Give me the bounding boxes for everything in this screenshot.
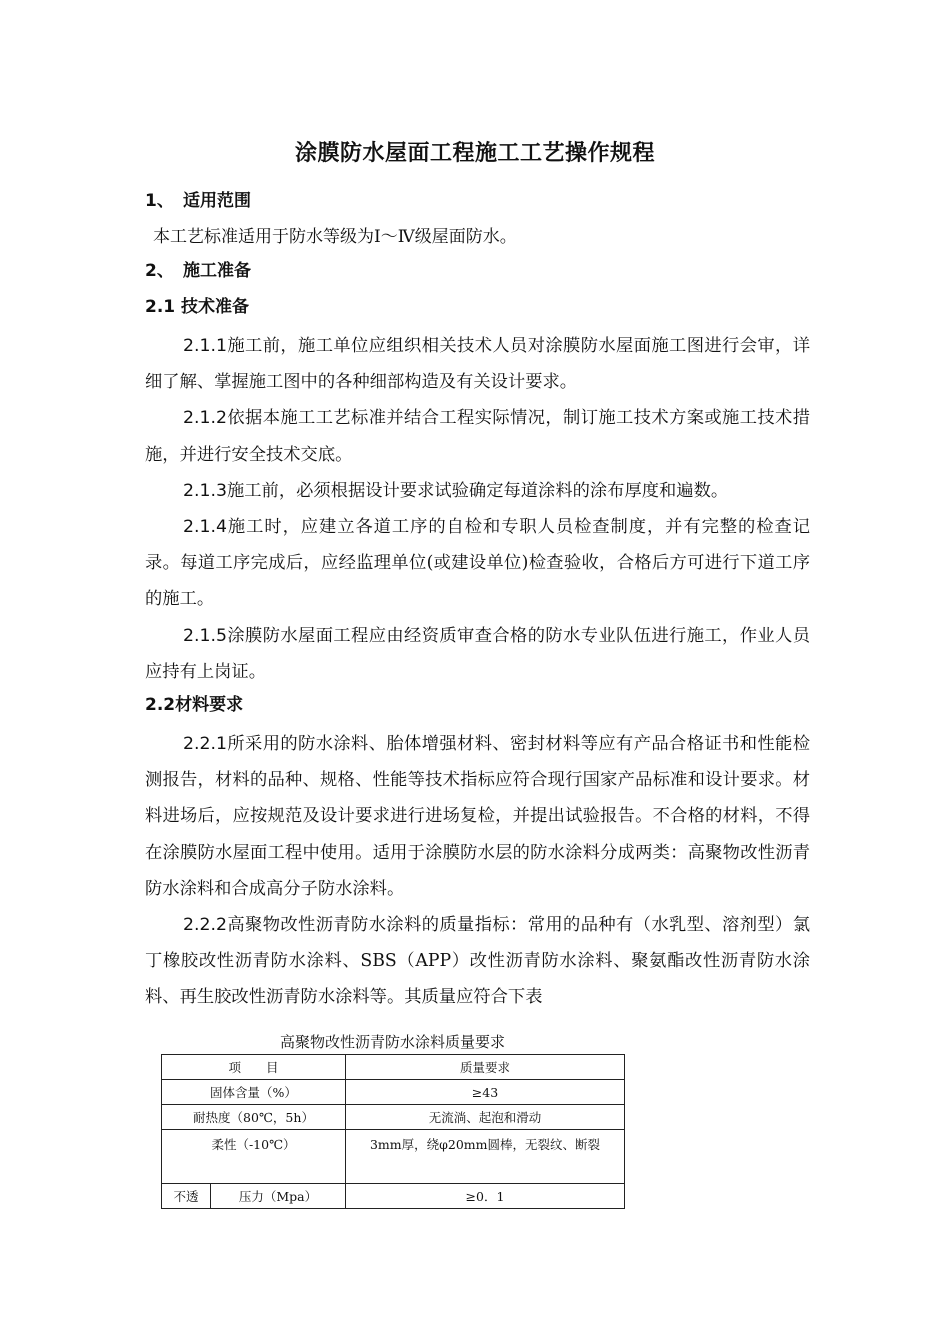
clause-text: 施工前，施工单位应组织相关技术人员对涂膜防水屋面施工图进行会审，详细了解、掌握施工图中的各种细部构造及有关设计要求。 [145,336,810,393]
row-item: 固体含量（%） [162,1080,346,1105]
row-group: 不透 [162,1184,211,1209]
quality-requirements-table [161,1054,625,1209]
section-label: 施工准备 [183,261,251,281]
row-requirement: ≥43 [346,1080,625,1105]
clause-number: 2.1.5 [183,625,227,646]
clause-number: 2.1.1 [183,336,227,356]
row-item: 耐热度（80℃，5h） [162,1105,346,1130]
section-label: 适用范围 [183,191,251,211]
subsection-label: 材料要求 [175,695,244,716]
table-header-row [162,1055,625,1080]
subsection-number: 2.1 [145,297,176,317]
clause-number: 2.1.3 [183,480,227,501]
paragraph-2-1-5 [145,618,810,690]
paragraph-2-2-2 [145,907,810,1016]
row-requirement: 3mm厚，绕φ20mm圆棒，无裂纹、断裂 [346,1130,625,1184]
row-item: 压力（Mpa） [211,1184,346,1209]
section-heading-scope [145,186,810,222]
row-requirement: 无流淌、起泡和滑动 [346,1105,625,1130]
clause-number: 2.1.2 [183,408,227,429]
subsection-heading-technical [145,292,810,328]
clause-text: 所采用的防水涂料、胎体增强材料、密封材料等应有产品合格证书和性能检测报告，材料的品种、规格、性能等技术指标应符合现行国家产品标准和设计要求。材料进场后，应按规范及设计要求进行进场复检，并提出试验报告。不合格的材料，不得在涂膜防水屋面工程中使用。适用于涂膜防水层的防水涂料分成两类：高聚物改性沥青防水涂料和合成高分子防水涂料。 [145,734,810,899]
paragraph-2-2-1 [145,726,810,907]
table-row [162,1130,625,1184]
row-item: 柔性（-10℃） [162,1130,346,1184]
paragraph-2-1-4 [145,509,810,618]
clause-text: 依据本施工工艺标准并结合工程实际情况，制订施工技术方案或施工技术措施，并进行安全技术交底。 [145,408,810,465]
section-heading-preparation [145,256,810,292]
paragraph-2-1-1 [145,328,810,400]
scope-paragraph: 本工艺标准适用于防水等级为Ⅰ～Ⅳ级屋面防水。 [153,227,517,247]
subsection-number: 2.2 [145,695,176,716]
section-number: 1、 [145,191,174,211]
row-requirement: ≥0．1 [346,1184,625,1209]
clause-text: 施工时，应建立各道工序的自检和专职人员检查制度，并有完整的检查记录。每道工序完成后，应经监理单位(或建设单位)检查验收，合格后方可进行下道工序的施工。 [145,517,810,610]
document-title: 涂膜防水屋面工程施工工艺操作规程 [294,141,655,166]
table-row [162,1080,625,1105]
header-requirement: 质量要求 [346,1055,625,1080]
clause-number: 2.2.1 [183,734,227,755]
clause-number: 2.1.4 [183,517,227,538]
header-item: 项 目 [162,1055,346,1080]
subsection-label: 技术准备 [181,297,250,317]
subsection-heading-materials [145,690,810,726]
table-row [162,1105,625,1130]
paragraph-2-1-3 [145,473,810,509]
clause-text: 涂膜防水屋面工程应由经资质审查合格的防水专业队伍进行施工，作业人员应持有上岗证。 [145,625,810,682]
paragraph-2-1-2 [145,400,810,472]
clause-text: 施工前，必须根据设计要求试验确定每道涂料的涂布厚度和遍数。 [226,480,729,501]
section-number: 2、 [145,261,174,281]
clause-text: 高聚物改性沥青防水涂料的质量指标：常用的品种有（水乳型、溶剂型）氯丁橡胶改性沥青防水涂料、SBS（APP）改性沥青防水涂料、聚氨酯改性沥青防水涂料、再生胶改性沥青防水涂料等。其质量应符合下表 [145,915,810,1008]
table-row [162,1184,625,1209]
clause-number: 2.2.2 [183,915,227,936]
document-body [145,186,810,1016]
table-caption: 高聚物改性沥青防水涂料质量要求 [279,1033,505,1051]
